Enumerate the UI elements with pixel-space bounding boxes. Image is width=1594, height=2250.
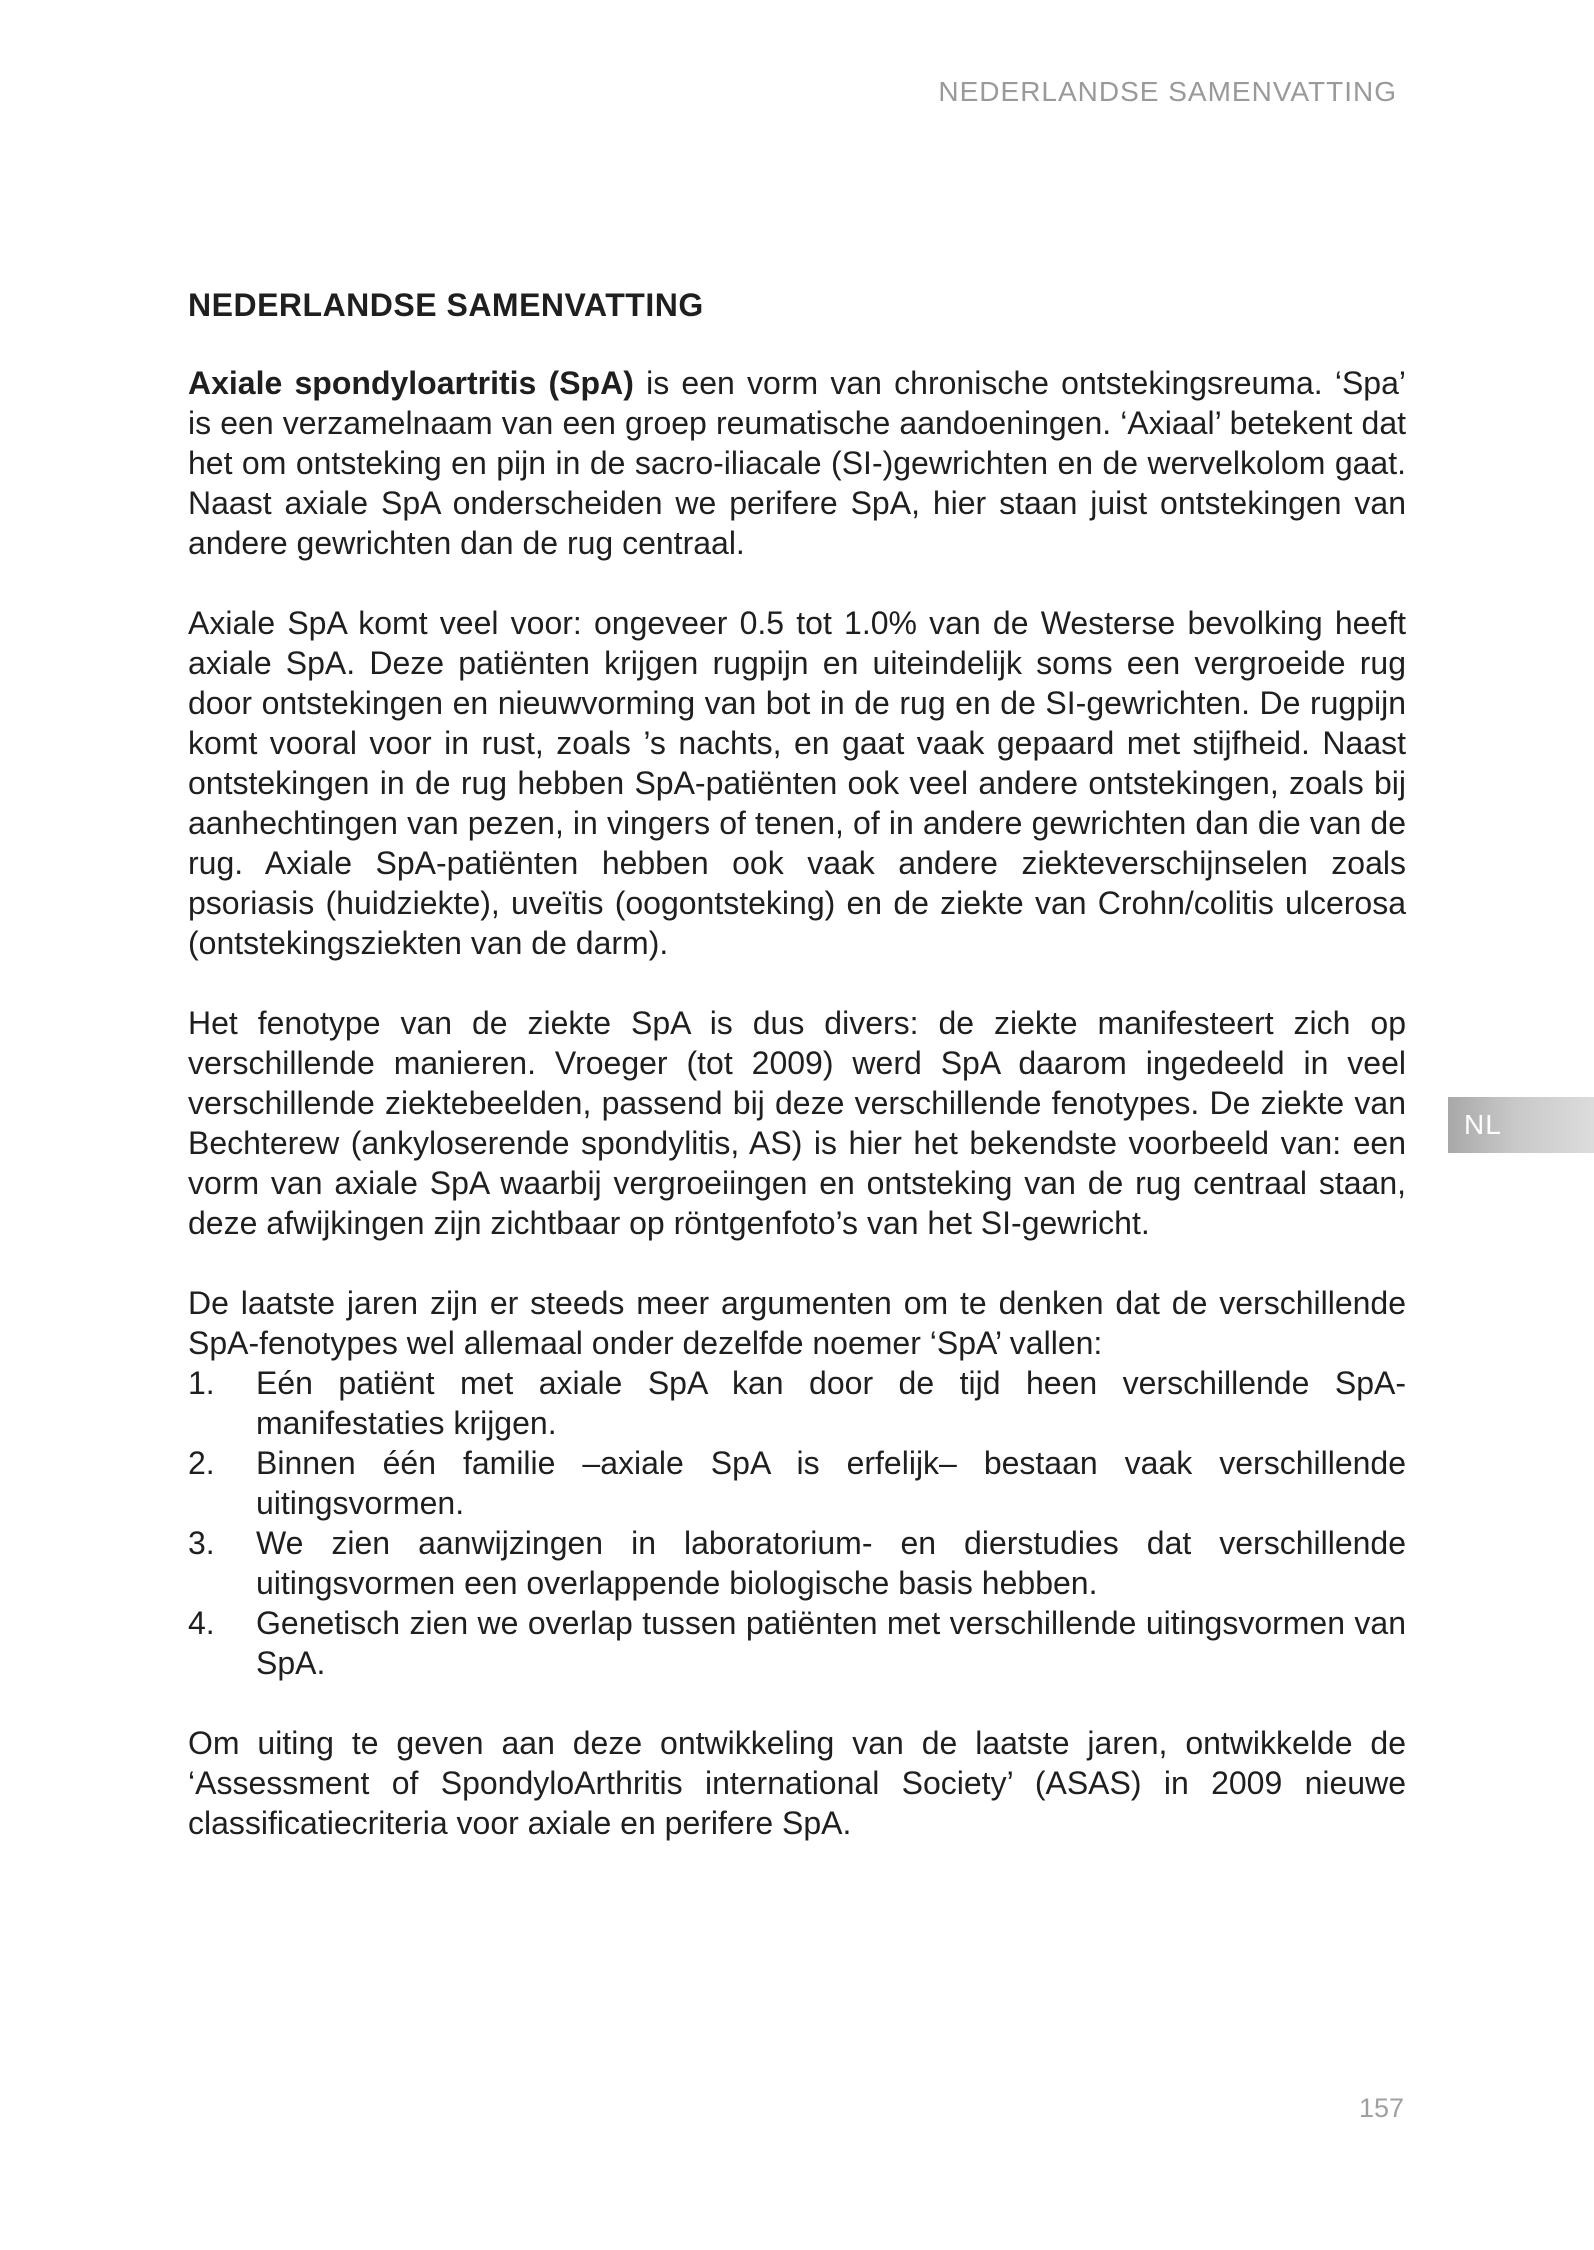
list-item — [188, 1443, 1406, 1523]
language-tab-label: NL — [1464, 1109, 1502, 1140]
paragraph-intro-text: is een vorm van chronische ontstekingsreuma. ‘Spa’ is een verzamelnaam van een groep reumatische aandoeningen. ‘Axiaal’ betekent dat het om ontsteking en pijn in de sacro-iliacale (SI-)gewrichten en de wervelkolom gaat. Naast axiale SpA onderscheiden we perifere SpA, hier staan juist ontstekingen van andere gewrichten dan de rug centraal. — [188, 365, 1407, 561]
paragraph-phenotype: Het fenotype van de ziekte SpA is dus divers: de ziekte manifesteert zich op verschillende manieren. Vroeger (tot 2009) werd SpA daarom ingedeeld in veel verschillende ziektebeelden, passend bij deze verschillende fenotypes. De ziekte van Bechterew (ankyloserende spondylitis, AS) is hier het bekendste voorbeeld van: een vorm van axiale SpA waarbij vergroeiingen en ontsteking van de rug centraal staan, deze afwijkingen zijn zichtbaar op röntgenfoto’s van het SI-gewricht. — [188, 1005, 1406, 1241]
paragraph-intro — [188, 363, 1406, 563]
list-item-text: Binnen één familie –axiale SpA is erfelijk– bestaan vaak verschillende uitingsvormen. — [256, 1445, 1406, 1521]
section-title: NEDERLANDSE SAMENVATTING — [188, 287, 704, 323]
list-item-number: 2. — [188, 1445, 215, 1481]
arguments-list — [188, 1363, 1406, 1683]
running-header: NEDERLANDSE SAMENVATTING — [938, 76, 1397, 107]
language-tab — [1448, 1097, 1594, 1153]
list-item — [188, 1363, 1406, 1443]
list-item-number: 4. — [188, 1605, 215, 1641]
paragraph-lead-term: Axiale spondyloartritis (SpA) — [188, 365, 634, 401]
list-item-number: 3. — [188, 1525, 215, 1561]
list-item — [188, 1603, 1406, 1683]
paragraph-asas: Om uiting te geven aan deze ontwikkeling van de laatste jaren, ontwikkelde de ‘Assessment of SpondyloArthritis international Society’ (ASAS) in 2009 nieuwe classificatiecriteria voor axiale en perifere SpA. — [188, 1725, 1406, 1841]
paragraph-arguments-intro: De laatste jaren zijn er steeds meer argumenten om te denken dat de verschillende SpA-fenotypes wel allemaal onder dezelfde noemer ‘SpA’ vallen: — [188, 1285, 1406, 1361]
list-item-text: We zien aanwijzingen in laboratorium- en dierstudies dat verschillende uitingsvormen een overlappende biologische basis hebben. — [256, 1525, 1406, 1601]
paragraph-prevalence: Axiale SpA komt veel voor: ongeveer 0.5 tot 1.0% van de Westerse bevolking heeft axiale SpA. Deze patiënten krijgen rugpijn en uiteindelijk soms een vergroeide rug door ontstekingen en nieuwvorming van bot in de rug en de SI-gewrichten. De rugpijn komt vooral voor in rust, zoals ’s nachts, en gaat vaak gepaard met stijfheid. Naast ontstekingen in de rug hebben SpA-patiënten ook veel andere ontstekingen, zoals bij aanhechtingen van pezen, in vingers of tenen, of in andere gewrichten dan die van de rug. Axiale SpA-patiënten hebben ook vaak andere ziekteverschijnselen zoals psoriasis (huidziekte), uveïtis (oogontsteking) en de ziekte van Crohn/colitis ulcerosa (ontstekingsziekten van de darm). — [188, 605, 1406, 961]
list-item-number: 1. — [188, 1365, 215, 1401]
list-item-text: Genetisch zien we overlap tussen patiënten met verschillende uitingsvormen van SpA. — [256, 1605, 1406, 1681]
list-item — [188, 1523, 1406, 1603]
main-content — [188, 285, 1406, 1883]
list-item-text: Eén patiënt met axiale SpA kan door de tijd heen verschillende SpA-manifestaties krijgen. — [256, 1365, 1406, 1441]
page-number: 157 — [1358, 2093, 1404, 2123]
